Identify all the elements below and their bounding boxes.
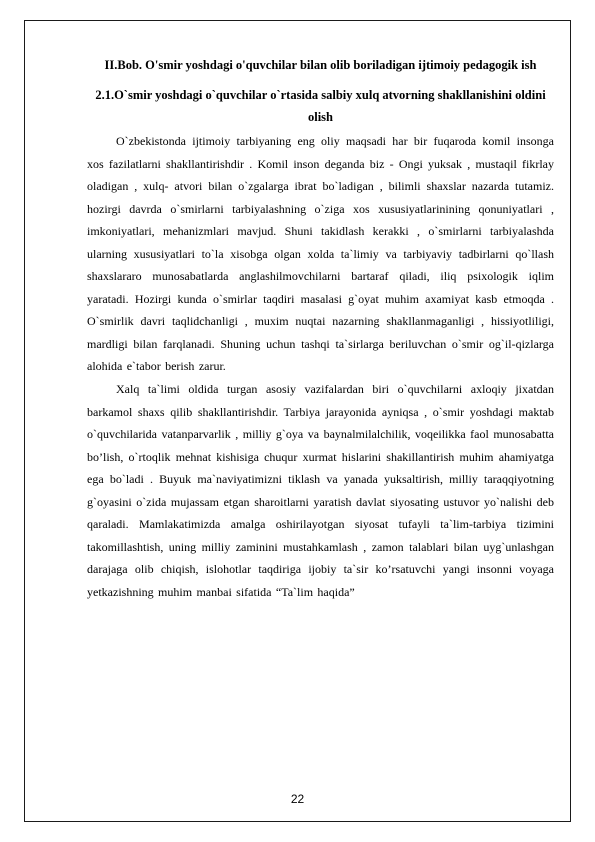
paragraph-2: Xalq ta`limi oldida turgan asosiy vazifalardan biri o`quvchilarni axloqiy jixatdan barkamol shaxs qilib shakllantirishdir. Tarbiya jarayonida ayniqsa , o`smir yoshdagi maktab o`quvchilarida vatanparvarlik , milliy g`oya va baynalmilalchilik, voqeilikka faol munosabatta bo’lish, o`rtoqlik mehnat kishisiga chuqur xurmat hislarini shakillantirish muhim ahamiyatga ega bo`ladi . Buyuk ma`naviyatimizni tiklash va yanada yuksaltirish, milliy taraqqiyotning g`oyasini o`zida mujassam etgan sharoitlarni yaratish davlat siyosating ustuvor yo`nalishi deb qaraladi. Mamlakatimizda amalga oshirilayotgan siyosat tufayli ta`lim-tarbiya tizimini takomillashtish, uning milliy zaminini mustahkamlash , zamon talablari bilan uyg`unlashgan darajaga olib chiqish, islohotlar taqdiriga ijobiy ta`sir ko’rsatuvchi yangi insonni voyaga yetkazishning muhim manbai sifatida “Ta`lim haqida”: [87, 382, 554, 599]
paragraph-1: O`zbekistonda ijtimoiy tarbiyaning eng oliy maqsadi har bir fuqaroda komil insonga xos fazilatlarni shakllantirishdir . Komil inson deganda biz - Ongi yuksak , mustaqil fikrlay oladigan , xulq- atvori bilan o`zgalarga ibrat bo`ladigan , bilimli shaxslar nazarda tutamiz. hozirgi davrda o`smirlarni tarbiyalashning o`ziga xos xususiyatlarinining qonuniyatlari , imkoniyatlari, mehanizmlari mavjud. Shuni takidlash kerakki , o`smirlarni tarbiyalashda ularning xususiyatlari to`la xisobga olgan xolda ta`limiy va tarbiyaviy tadbirlarni qo`llash shaxslararo munosabatlarda anglashilmovchilarni bartaraf qiladi, iliq psixologik iqlim yaratadi. Hozirgi kunda o`smirlar taqdiri masalasi g`oyat muhim axamiyat kasb etmoqda . O`smirlik davri taqlidchanligi , muxim nuqtai nazarning shakllanmaganligi , hissiyotliligi, mardligi bilan farqlanadi. Shuning uchun tashqi ta`sirlarga beriluvchan o`smir og`il-qizlarga alohida e`tabor berish zarur.: [87, 134, 554, 374]
chapter-title: II.Bob. O'smir yoshdagi o'quvchilar bilan olib boriladigan ijtimoiy pedagogik ish: [104, 58, 537, 72]
document-body: [87, 54, 554, 603]
section-title: 2.1.O`smir yoshdagi o`quvchilar o`rtasida salbiy xulq atvorning shakllanishini oldini olish: [95, 88, 546, 124]
page-number: 22: [290, 792, 305, 806]
